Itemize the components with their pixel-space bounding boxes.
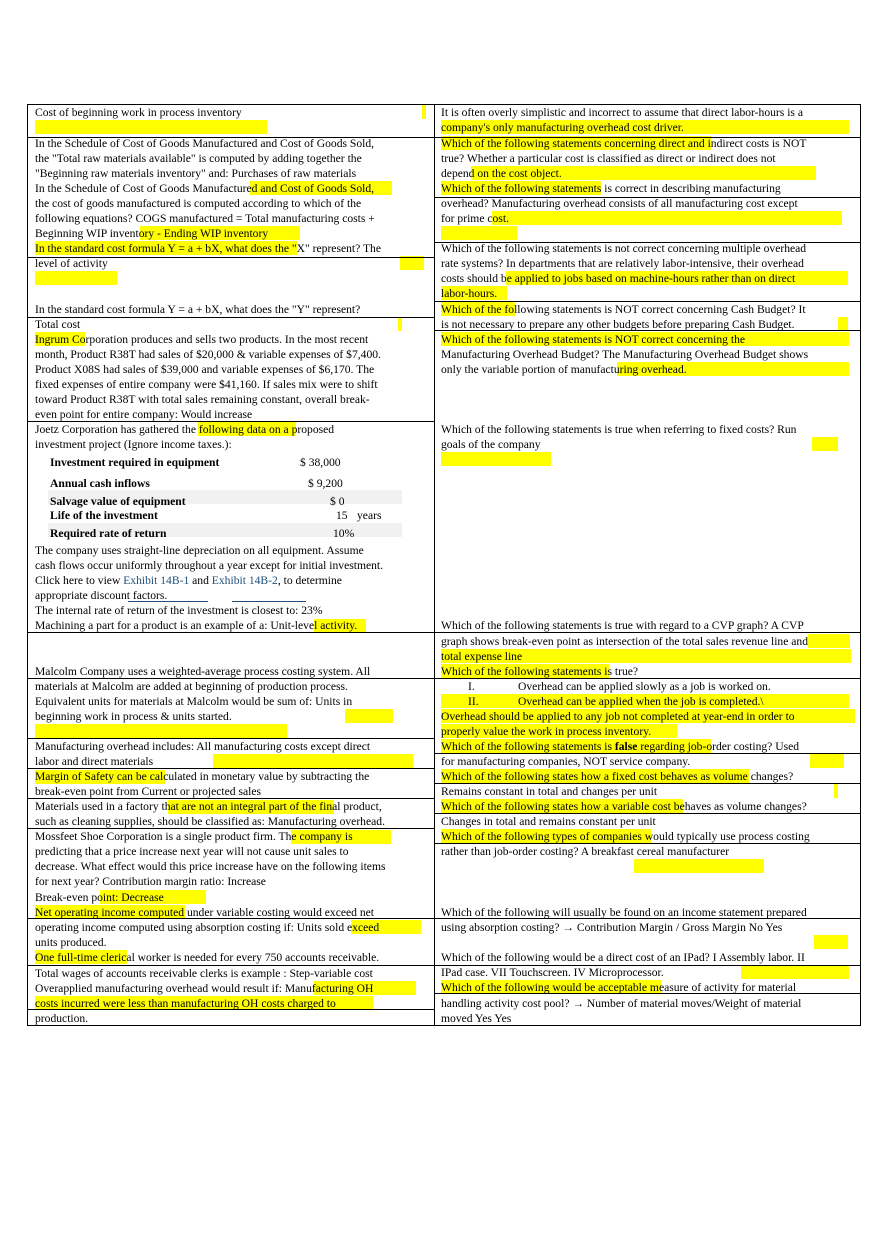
text-line: Manufacturing overhead includes: All manufacturing costs except direct xyxy=(35,740,371,753)
table-label: Investment required in equipment xyxy=(50,456,220,469)
text-line: level of activity xyxy=(35,257,108,270)
text-line: units produced. xyxy=(35,936,107,949)
text-line: Break-even point: Decrease xyxy=(35,891,164,904)
highlight xyxy=(812,437,838,451)
text-line: Which of the following statements is true with regard to a CVP graph? A CVP xyxy=(441,619,804,632)
text-line: true? Whether a particular cost is classified as direct or indirect does not xyxy=(441,152,776,165)
study-sheet xyxy=(27,104,861,1026)
text-line: depend on the cost object. xyxy=(441,167,562,180)
roman-numeral: II. xyxy=(468,695,479,708)
text-line: following equations? COGS manufactured = Total manufacturing costs + xyxy=(35,212,375,225)
text-span: Which of the following statements is xyxy=(441,740,615,753)
text-line: such as cleaning supplies, should be classified as: Manufacturing overhead. xyxy=(35,815,385,828)
highlight xyxy=(741,965,849,979)
text-line: Product X08S had sales of $39,000 and variable expenses of $6,170. The xyxy=(35,363,375,376)
highlight xyxy=(492,211,842,225)
text-line: Which of the following types of companies would typically use process costing xyxy=(441,830,810,843)
text-line: decrease. What effect would this price increase have on the following items xyxy=(35,860,386,873)
text-line: goals of the company xyxy=(441,438,541,451)
text-line: predicting that a price increase next year will not cause unit sales to xyxy=(35,845,349,858)
text-line: IPad case. VII Touchscreen. IV Microprocessor. xyxy=(441,966,664,979)
highlight xyxy=(422,105,426,119)
right-column xyxy=(434,105,860,1025)
highlight xyxy=(35,120,267,134)
text-line: beginning work in process & units started. xyxy=(35,710,232,723)
text-line: Cost of beginning work in process inventory xyxy=(35,106,242,119)
table-unit: years xyxy=(357,509,382,522)
text-line: Which of the following statements is NOT correct concerning Cash Budget? It xyxy=(441,303,806,316)
text-line: It is often overly simplistic and incorrect to assume that direct labor-hours is a xyxy=(441,106,803,119)
text-line: labor and direct materials xyxy=(35,755,154,768)
highlight xyxy=(345,709,393,723)
text-line: Which of the following would be acceptable measure of activity for material xyxy=(441,981,797,994)
text-line: Ingrum Corporation produces and sells two products. In the most recent xyxy=(35,333,369,346)
text-line: Which of the following states how a fixed cost behaves as volume changes? xyxy=(441,770,794,783)
text-line: Overhead can be applied slowly as a job is worked on. xyxy=(518,680,771,693)
text-line: graph shows break-even point as intersection of the total sales revenue line and xyxy=(441,635,809,648)
text-line xyxy=(441,739,799,754)
text-line: Changes in total and remains constant per unit xyxy=(441,815,656,828)
roman-numeral: I. xyxy=(468,680,475,693)
text-line: investment project (Ignore income taxes.): xyxy=(35,438,232,451)
table-label: Life of the investment xyxy=(50,509,158,522)
text-line: cash flows occur uniformly throughout a year except for initial investment. xyxy=(35,559,384,572)
text-line: Remains constant in total and changes per unit xyxy=(441,785,658,798)
text-line: Overhead should be applied to any job not completed at year-end in order to xyxy=(441,710,795,723)
highlight xyxy=(441,226,517,240)
text-line: costs should be applied to jobs based on machine-hours rather than on direct xyxy=(441,272,796,285)
table-value: $ 38,000 xyxy=(300,456,341,469)
text-line: Which of the following statements is NOT correct concerning the xyxy=(441,333,746,346)
text-line: Which of the following states how a variable cost behaves as volume changes? xyxy=(441,800,807,813)
text-span: regarding job-order costing? Used xyxy=(637,740,800,753)
text-line: labor-hours. xyxy=(441,287,498,300)
text-line: company's only manufacturing overhead cost driver. xyxy=(441,121,684,134)
text-line: toward Product R38T with total sales remaining constant, overall break- xyxy=(35,393,370,406)
table-label: Required rate of return xyxy=(50,527,167,540)
text-line: Total cost xyxy=(35,318,81,331)
text-line: Joetz Corporation has gathered the following data on a proposed xyxy=(35,423,335,436)
highlight xyxy=(814,935,848,949)
text-line: Which of the following statements is true when referring to fixed costs? Run xyxy=(441,423,797,436)
text-line: Beginning WIP inventory - Ending WIP inventory xyxy=(35,227,269,240)
highlight xyxy=(634,859,764,873)
text-line: rate systems? In departments that are relatively labor-intensive, their overhead xyxy=(441,257,804,270)
text-line: In the Schedule of Cost of Goods Manufactured and Cost of Goods Sold, xyxy=(35,137,375,150)
highlight xyxy=(810,754,844,768)
text-line: moved Yes Yes xyxy=(441,1012,512,1025)
text-line: appropriate discount factors. xyxy=(35,589,168,602)
table-label: Annual cash inflows xyxy=(50,477,150,490)
text-line: the cost of goods manufactured is computed according to which of the xyxy=(35,197,362,210)
row-divider xyxy=(28,317,434,318)
text-line: The company uses straight-line depreciation on all equipment. Assume xyxy=(35,544,364,557)
text-line: Equivalent units for materials at Malcolm would be sum of: Units in xyxy=(35,695,353,708)
table-value: 15 xyxy=(336,509,348,522)
text-line: for manufacturing companies, NOT service company. xyxy=(441,755,691,768)
text-line: Net operating income computed under variable costing would exceed net xyxy=(35,906,374,919)
text-line: Which of the following statements is correct in describing manufacturing xyxy=(441,182,781,195)
text-line: In the standard cost formula Y = a + bX, what does the "Y" represent? xyxy=(35,303,361,316)
click-here-line xyxy=(35,573,342,588)
text-line: break-even point from Current or projected sales xyxy=(35,785,261,798)
text-line: Which of the following statements is true? xyxy=(441,665,639,678)
text-line: In the standard cost formula Y = a + bX, what does the "X" represent? The xyxy=(35,242,381,255)
text-line: fixed expenses of entire company were $41,160. If sales mix were to shift xyxy=(35,378,378,391)
text-line: One full-time clerical worker is needed for every 750 accounts receivable. xyxy=(35,951,380,964)
text-line: total expense line xyxy=(441,650,523,663)
text-line: rather than job-order costing? A breakfast cereal manufacturer xyxy=(441,845,730,858)
highlight xyxy=(398,317,402,331)
highlight xyxy=(808,634,850,648)
table-label: Salvage value of equipment xyxy=(50,495,186,508)
text-line: Mossfeet Shoe Corporation is a single product firm. The company is xyxy=(35,830,353,843)
highlight xyxy=(35,724,287,738)
text-line: Which of the following statements is not correct concerning multiple overhead xyxy=(441,242,807,255)
text-line: Which of the following statements concerning direct and indirect costs is NOT xyxy=(441,137,807,150)
text-line: Machining a part for a product is an example of a: Unit-level activity. xyxy=(35,619,358,632)
text-line: the "Total raw materials available" is computed by adding together the xyxy=(35,152,362,165)
highlight xyxy=(400,256,424,270)
link-underline xyxy=(128,601,208,602)
text-line: for prime cost. xyxy=(441,212,509,225)
text-line: Overhead can be applied when the job is completed.\ xyxy=(518,695,764,708)
text-line: even point for entire company: Would increase xyxy=(35,408,253,421)
left-column xyxy=(28,105,435,1025)
click-suffix: , to determine xyxy=(277,574,342,587)
exhibit-14b-2-link[interactable]: Exhibit 14B-2 xyxy=(211,574,278,587)
text-line: Total wages of accounts receivable clerks is example : Step-variable cost xyxy=(35,967,373,980)
highlight xyxy=(834,784,838,798)
text-line: production. xyxy=(35,1012,89,1025)
text-line: Which of the following would be a direct cost of an IPad? I Assembly labor. II xyxy=(441,951,805,964)
table-value: $ 9,200 xyxy=(308,477,343,490)
text-line: using absorption costing? → Contribution Margin / Gross Margin No Yes xyxy=(441,921,783,934)
text-line: The internal rate of return of the investment is closest to: 23% xyxy=(35,604,323,617)
highlight xyxy=(838,317,848,331)
text-line: only the variable portion of manufacturing overhead. xyxy=(441,363,687,376)
text-line: properly value the work in process inventory. xyxy=(441,725,652,738)
exhibit-14b-1-link[interactable]: Exhibit 14B-1 xyxy=(123,574,190,587)
text-line: handling activity cost pool? → Number of material moves/Weight of material xyxy=(441,997,802,1010)
highlight xyxy=(441,452,551,466)
table-value: $ 0 xyxy=(330,495,345,508)
text-line: Margin of Safety can be calculated in monetary value by subtracting the xyxy=(35,770,370,783)
link-underline xyxy=(232,601,306,602)
text-line: In the Schedule of Cost of Goods Manufactured and Cost of Goods Sold, xyxy=(35,182,375,195)
text-line: Malcolm Company uses a weighted-average process costing system. All xyxy=(35,665,371,678)
table-value: 10% xyxy=(333,527,355,540)
text-line: is not necessary to prepare any other budgets before preparing Cash Budget. xyxy=(441,318,795,331)
bold-text: false xyxy=(614,740,638,753)
click-prefix: Click here to view xyxy=(35,574,124,587)
text-line: Materials used in a factory that are not an integral part of the final product, xyxy=(35,800,382,813)
highlight xyxy=(35,271,117,285)
text-line: overhead? Manufacturing overhead consists of all manufacturing cost except xyxy=(441,197,798,210)
click-middle: and xyxy=(189,574,212,587)
text-line: Overapplied manufacturing overhead would result if: Manufacturing OH xyxy=(35,982,374,995)
text-line: Which of the following will usually be found on an income statement prepared xyxy=(441,906,807,919)
text-line: operating income computed using absorption costing if: Units sold exceed xyxy=(35,921,380,934)
highlight xyxy=(213,754,413,768)
text-line: costs incurred were less than manufacturing OH costs charged to xyxy=(35,997,336,1010)
text-line: "Beginning raw materials inventory" and: Purchases of raw materials xyxy=(35,167,357,180)
text-line: materials at Malcolm are added at beginning of production process. xyxy=(35,680,348,693)
text-line: for next year? Contribution margin ratio: Increase xyxy=(35,875,266,888)
text-line: Manufacturing Overhead Budget? The Manufacturing Overhead Budget shows xyxy=(441,348,809,361)
text-line: month, Product R38T had sales of $20,000 & variable expenses of $7,400. xyxy=(35,348,381,361)
